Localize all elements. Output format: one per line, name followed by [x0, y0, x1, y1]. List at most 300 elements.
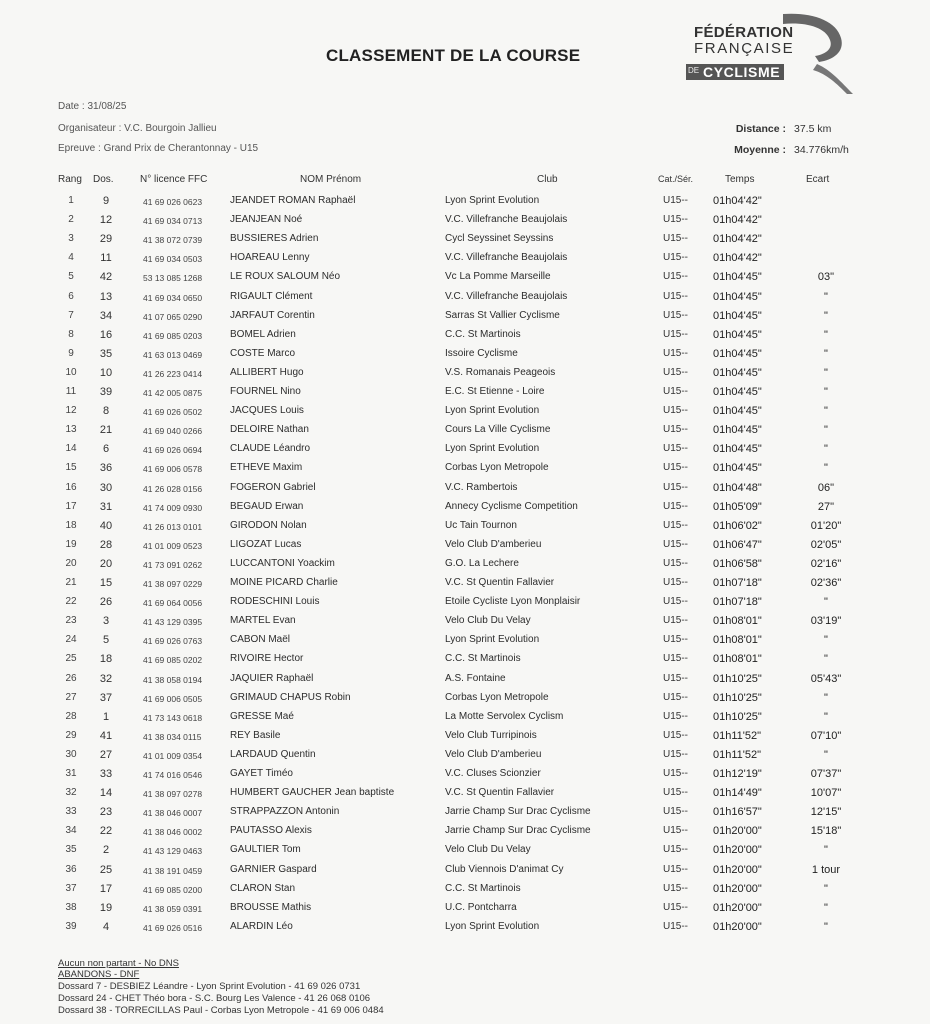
cell-ecart: " — [824, 366, 828, 379]
cell-ecart: " — [824, 443, 828, 456]
cell-rang: 8 — [68, 328, 74, 340]
cell-temps: 01h07'18" — [713, 596, 762, 609]
cell-licence: 41 26 013 0101 — [143, 521, 203, 532]
cell-nom: GARNIER Gaspard — [230, 863, 317, 875]
table-row — [0, 558, 930, 577]
cell-nom: LE ROUX SALOUM Néo — [230, 271, 341, 283]
table-row — [0, 271, 930, 290]
cell-club: Uc Tain Tournon — [445, 519, 517, 531]
dnf-entry: Dossard 38 - TORRECILLAS Paul - Corbas Lyon Metropole - 41 69 006 0484 — [58, 1005, 384, 1016]
cell-nom: ALARDIN Léo — [230, 920, 293, 932]
cell-club: Sarras St Vallier Cyclisme — [445, 309, 560, 321]
cell-ecart: " — [824, 405, 828, 418]
cell-dos: 9 — [102, 195, 110, 207]
table-row — [0, 825, 930, 844]
cell-dos: 30 — [99, 481, 113, 494]
cell-temps: 01h06'47" — [713, 538, 762, 551]
cell-ecart: 06" — [817, 481, 835, 494]
cell-temps: 01h20'00" — [713, 825, 762, 838]
cell-dos: 8 — [102, 405, 110, 418]
cell-licence: 53 13 085 1268 — [143, 273, 203, 284]
cell-nom: MARTEL Evan — [230, 615, 296, 627]
cell-nom: COSTE Marco — [230, 347, 296, 359]
cell-ecart: " — [824, 901, 828, 914]
cell-club: Lyon Sprint Evolution — [445, 634, 540, 646]
cell-licence: 41 69 064 0056 — [143, 598, 203, 609]
table-row — [0, 615, 930, 634]
cell-club: Lyon Sprint Evolution — [445, 195, 540, 206]
table-row — [0, 921, 930, 940]
cell-nom: JEANDET ROMAN Raphaël — [230, 195, 356, 206]
cell-rang: 36 — [65, 863, 77, 875]
cell-nom: BUSSIERES Adrien — [230, 233, 319, 245]
cell-club: U.C. Pontcharra — [445, 901, 517, 913]
cell-cat: U15-- — [663, 634, 689, 646]
cell-cat: U15-- — [663, 366, 689, 378]
cell-ecart: " — [824, 882, 828, 895]
cell-rang: 6 — [68, 290, 74, 302]
cell-nom: GIRODON Nolan — [230, 519, 307, 531]
table-row — [0, 749, 930, 768]
table-row — [0, 520, 930, 539]
col-header-rang: Rang — [58, 174, 82, 185]
cell-club: V.C. Villefranche Beaujolais — [445, 290, 568, 302]
cell-nom: LIGOZAT Lucas — [230, 538, 302, 550]
cell-temps: 01h04'45" — [713, 347, 762, 360]
cell-ecart: 1 tour — [811, 863, 841, 876]
table-row — [0, 883, 930, 902]
cell-cat: U15-- — [663, 844, 689, 856]
cell-licence: 41 69 026 0694 — [143, 445, 203, 456]
cell-licence: 41 01 009 0523 — [143, 540, 203, 551]
table-row — [0, 902, 930, 921]
cell-ecart: 07'37" — [810, 768, 842, 780]
cell-rang: 9 — [68, 347, 74, 359]
logo-de: DE — [688, 66, 700, 75]
cell-ecart: " — [824, 347, 828, 360]
cell-cat: U15-- — [663, 252, 689, 264]
cell-temps: 01h04'45" — [713, 405, 762, 418]
cell-club: C.C. St Martinois — [445, 328, 521, 340]
cell-nom: FOGERON Gabriel — [230, 481, 316, 493]
cell-dos: 29 — [99, 233, 113, 246]
cell-licence: 41 73 143 0618 — [143, 712, 203, 723]
cell-club: C.C. St Martinois — [445, 882, 521, 894]
cell-nom: FOURNEL Nino — [230, 386, 301, 397]
cell-cat: U15-- — [663, 481, 689, 493]
cell-dos: 26 — [99, 596, 113, 609]
cell-dos: 36 — [99, 462, 113, 475]
distance-value: 37.5 km — [794, 123, 832, 135]
cell-dos: 23 — [99, 806, 113, 819]
cell-temps: 01h16'57" — [713, 806, 762, 819]
cell-nom: LARDAUD Quentin — [230, 748, 316, 760]
cell-club: V.C. Villefranche Beaujolais — [445, 214, 568, 226]
cell-nom: REY Basile — [230, 729, 281, 741]
cell-nom: MOINE PICARD Charlie — [230, 577, 338, 588]
cell-dos: 16 — [99, 328, 113, 341]
cell-rang: 23 — [65, 615, 77, 627]
cell-temps: 01h08'01" — [713, 615, 762, 628]
cell-temps: 01h20'00" — [713, 863, 762, 876]
cell-rang: 21 — [65, 577, 77, 588]
cell-ecart: " — [824, 386, 828, 398]
cell-dos: 39 — [99, 386, 113, 398]
table-row — [0, 252, 930, 271]
cell-dos: 19 — [99, 901, 113, 914]
cell-licence: 41 38 097 0229 — [143, 579, 203, 589]
table-row — [0, 195, 930, 214]
cell-licence: 41 69 085 0203 — [143, 330, 203, 341]
cell-dos: 31 — [99, 500, 113, 513]
cell-cat: U15-- — [663, 653, 689, 665]
cell-club: Cours La Ville Cyclisme — [445, 424, 551, 436]
cell-rang: 12 — [65, 405, 77, 417]
cell-rang: 29 — [65, 729, 77, 741]
table-row — [0, 348, 930, 367]
cell-licence: 41 73 091 0262 — [143, 559, 203, 570]
cell-ecart: 07'10" — [810, 729, 842, 742]
cell-temps: 01h06'58" — [713, 557, 762, 570]
cell-dos: 10 — [99, 366, 113, 379]
cell-rang: 14 — [65, 443, 77, 455]
cell-club: Lyon Sprint Evolution — [445, 920, 540, 932]
cell-ecart: 03" — [817, 271, 835, 284]
cell-cat: U15-- — [663, 748, 689, 760]
col-header-temps: Temps — [725, 174, 755, 185]
cell-temps: 01h10'25" — [713, 710, 762, 723]
cell-licence: 41 38 034 0115 — [143, 731, 202, 742]
cell-licence: 41 63 013 0469 — [143, 349, 203, 360]
cell-temps: 01h12'19" — [713, 768, 762, 780]
cell-temps: 01h14'49" — [713, 787, 762, 800]
cell-rang: 37 — [65, 882, 77, 894]
cell-temps: 01h20'00" — [713, 901, 762, 914]
cell-nom: JACQUES Louis — [230, 405, 304, 417]
logo-line2: FRANÇAISE — [694, 40, 795, 57]
cell-rang: 38 — [65, 901, 77, 913]
table-row — [0, 673, 930, 692]
cell-nom: BOMEL Adrien — [230, 328, 296, 340]
table-row — [0, 310, 930, 329]
cell-rang: 18 — [65, 519, 77, 531]
table-row — [0, 424, 930, 443]
cell-club: Annecy Cyclisme Competition — [445, 500, 578, 512]
cell-dos: 12 — [99, 214, 113, 227]
cell-temps: 01h20'00" — [713, 920, 762, 933]
cell-rang: 11 — [65, 386, 77, 397]
cell-temps: 01h10'25" — [713, 672, 762, 685]
cell-licence: 41 69 026 0623 — [143, 197, 203, 207]
col-header-licence: N° licence FFC — [140, 174, 208, 185]
cell-cat: U15-- — [663, 901, 689, 913]
col-header-club: Club — [537, 174, 558, 185]
cell-ecart: " — [824, 653, 828, 666]
table-row — [0, 711, 930, 730]
cell-licence: 41 43 129 0463 — [143, 846, 203, 857]
cell-rang: 15 — [65, 462, 77, 474]
table-row — [0, 634, 930, 653]
average-speed-label: Moyenne : — [734, 144, 786, 156]
cell-rang: 20 — [65, 557, 77, 569]
cell-nom: ALLIBERT Hugo — [230, 366, 304, 378]
table-row — [0, 787, 930, 806]
cell-licence: 41 43 129 0395 — [143, 617, 203, 628]
cell-licence: 41 69 034 0503 — [143, 254, 203, 265]
cell-ecart: " — [824, 691, 828, 704]
cell-licence: 41 69 040 0266 — [143, 426, 203, 437]
cell-temps: 01h04'45" — [713, 290, 762, 303]
cell-licence: 41 07 065 0290 — [143, 311, 203, 322]
cell-cat: U15-- — [663, 882, 689, 894]
cell-nom: JARFAUT Corentin — [230, 309, 315, 321]
cell-temps: 01h04'48" — [713, 481, 762, 494]
race-organiser: Organisateur : V.C. Bourgoin Jallieu — [58, 123, 217, 134]
cell-club: Jarrie Champ Sur Drac Cyclisme — [445, 825, 591, 837]
cell-rang: 7 — [68, 309, 74, 321]
cell-rang: 1 — [68, 195, 74, 206]
cell-licence: 41 69 026 0502 — [143, 407, 203, 418]
cell-rang: 13 — [65, 424, 77, 436]
cell-dos: 17 — [99, 882, 113, 895]
cell-licence: 41 38 072 0739 — [143, 235, 203, 246]
cell-rang: 33 — [65, 806, 77, 818]
cell-club: Lyon Sprint Evolution — [445, 443, 540, 455]
cell-ecart: " — [824, 328, 828, 341]
dnf-entry: Dossard 7 - DESBIEZ Léandre - Lyon Sprint Evolution - 41 69 026 0731 — [58, 981, 361, 992]
distance-label: Distance : — [735, 123, 786, 135]
cell-nom: HOAREAU Lenny — [230, 252, 310, 264]
cell-club: C.C. St Martinois — [445, 653, 521, 665]
cell-rang: 39 — [65, 920, 77, 932]
cell-cat: U15-- — [663, 462, 689, 474]
cell-temps: 01h04'42" — [713, 195, 762, 207]
cell-ecart: " — [824, 462, 828, 475]
cell-club: Jarrie Champ Sur Drac Cyclisme — [445, 806, 591, 818]
cell-nom: CLAUDE Léandro — [230, 443, 311, 455]
table-row — [0, 844, 930, 863]
cell-temps: 01h06'02" — [713, 519, 762, 532]
cell-ecart: " — [824, 309, 828, 322]
cell-dos: 41 — [99, 729, 113, 742]
cell-club: Velo Club D'amberieu — [445, 538, 542, 550]
cell-nom: BROUSSE Mathis — [230, 901, 312, 913]
table-row — [0, 577, 930, 596]
cell-club: V.C. St Quentin Fallavier — [445, 787, 555, 799]
cell-cat: U15-- — [663, 328, 689, 340]
cell-rang: 2 — [68, 214, 74, 226]
table-row — [0, 730, 930, 749]
page-title: CLASSEMENT DE LA COURSE — [326, 46, 581, 65]
cell-dos: 33 — [99, 768, 113, 780]
table-row — [0, 653, 930, 672]
cell-ecart: 02'36" — [810, 577, 842, 589]
cell-nom: CABON Maël — [230, 634, 291, 646]
cell-rang: 28 — [65, 710, 77, 722]
cell-cat: U15-- — [663, 691, 689, 703]
cell-cat: U15-- — [663, 424, 689, 436]
cell-ecart: 10'07" — [810, 787, 842, 800]
cell-rang: 19 — [65, 538, 77, 550]
cell-cat: U15-- — [663, 195, 689, 206]
cell-dos: 11 — [100, 252, 112, 265]
race-date: Date : 31/08/25 — [58, 101, 127, 112]
cell-club: Velo Club Turripinois — [445, 729, 537, 741]
cell-temps: 01h04'45" — [713, 424, 762, 437]
table-row — [0, 864, 930, 883]
cell-licence: 41 69 085 0202 — [143, 655, 203, 666]
cell-club: Velo Club D'amberieu — [445, 748, 542, 760]
cell-cat: U15-- — [663, 309, 689, 321]
cell-temps: 01h04'45" — [713, 386, 762, 398]
cell-ecart: " — [824, 844, 828, 857]
cell-rang: 27 — [65, 691, 77, 703]
cell-club: Etoile Cycliste Lyon Monplaisir — [445, 596, 581, 608]
cell-cat: U15-- — [663, 596, 689, 608]
cell-ecart: " — [824, 920, 828, 933]
cell-cat: U15-- — [663, 920, 689, 932]
cell-nom: DELOIRE Nathan — [230, 424, 309, 436]
cell-rang: 4 — [68, 252, 74, 264]
cell-dos: 22 — [99, 825, 113, 838]
cell-temps: 01h04'42" — [713, 214, 762, 227]
cell-club: Vc La Pomme Marseille — [445, 271, 551, 283]
cell-ecart: " — [824, 290, 828, 303]
cell-ecart: 27" — [817, 500, 835, 513]
cell-club: V.S. Romanais Peageois — [445, 366, 556, 378]
cell-licence: 41 42 005 0875 — [143, 388, 203, 398]
col-header-nom: NOM Prénom — [300, 174, 362, 185]
cell-nom: RIGAULT Clément — [230, 290, 313, 302]
cell-temps: 01h04'45" — [713, 443, 762, 456]
cell-cat: U15-- — [663, 214, 689, 226]
table-row — [0, 596, 930, 615]
cell-rang: 26 — [65, 672, 77, 684]
cell-cat: U15-- — [663, 577, 689, 588]
cell-cat: U15-- — [663, 615, 689, 627]
cell-dos: 2 — [102, 844, 110, 857]
cell-nom: LUCCANTONI Yoackim — [230, 557, 335, 569]
table-row — [0, 443, 930, 462]
cell-club: Velo Club Du Velay — [445, 615, 531, 627]
cell-licence: 41 69 006 0505 — [143, 693, 203, 704]
cell-dos: 6 — [102, 443, 110, 456]
cell-cat: U15-- — [663, 710, 689, 722]
cell-nom: GAYET Timéo — [230, 768, 293, 779]
cell-dos: 18 — [99, 653, 113, 666]
col-header-dos: Dos. — [93, 174, 114, 185]
cell-club: V.C. Rambertois — [445, 481, 518, 493]
cell-ecart: 01'20" — [810, 519, 842, 532]
dns-note: Aucun non partant - No DNS — [58, 958, 179, 969]
cell-club: Corbas Lyon Metropole — [445, 462, 549, 474]
cell-temps: 01h10'25" — [713, 691, 762, 704]
cell-licence: 41 01 009 0354 — [143, 750, 203, 761]
cell-temps: 01h04'45" — [713, 328, 762, 341]
cell-cat: U15-- — [663, 290, 689, 302]
cell-club: V.C. St Quentin Fallavier — [445, 577, 555, 588]
cell-dos: 34 — [99, 309, 113, 322]
cell-club: Lyon Sprint Evolution — [445, 405, 540, 417]
cell-nom: GAULTIER Tom — [230, 844, 301, 856]
cell-ecart: 03'19" — [810, 615, 842, 628]
cell-rang: 3 — [68, 233, 74, 245]
cell-temps: 01h11'52" — [713, 729, 762, 742]
cell-dos: 42 — [99, 271, 113, 284]
cell-licence: 41 69 034 0713 — [143, 216, 203, 227]
cell-dos: 3 — [102, 615, 110, 628]
cell-nom: GRIMAUD CHAPUS Robin — [230, 691, 351, 703]
cell-ecart: 02'16" — [810, 557, 842, 570]
cell-dos: 37 — [99, 691, 113, 704]
cell-temps: 01h04'45" — [713, 271, 762, 284]
cell-temps: 01h04'42" — [713, 252, 762, 265]
cell-cat: U15-- — [663, 787, 689, 799]
cell-rang: 17 — [65, 500, 77, 512]
cell-licence: 41 38 059 0391 — [143, 903, 203, 914]
cell-licence: 41 74 016 0546 — [143, 770, 203, 780]
cell-rang: 10 — [65, 366, 77, 378]
table-row — [0, 462, 930, 481]
cell-temps: 01h04'42" — [713, 233, 762, 246]
table-row — [0, 329, 930, 348]
cell-dos: 14 — [99, 787, 113, 800]
cell-cat: U15-- — [663, 405, 689, 417]
cell-rang: 32 — [65, 787, 77, 799]
cell-licence: 41 38 058 0194 — [143, 674, 203, 685]
cell-rang: 16 — [65, 481, 77, 493]
cell-dos: 5 — [102, 634, 110, 647]
table-row — [0, 233, 930, 252]
cell-licence: 41 38 046 0002 — [143, 827, 203, 838]
cell-temps: 01h07'18" — [713, 577, 762, 589]
cell-cat: U15-- — [663, 500, 689, 512]
dnf-heading: ABANDONS - DNF — [58, 969, 140, 980]
cell-temps: 01h08'01" — [713, 653, 762, 666]
cell-dos: 21 — [99, 424, 113, 437]
cell-licence: 41 26 223 0414 — [143, 368, 203, 379]
cell-ecart: 12'15" — [810, 806, 842, 819]
cell-dos: 1 — [102, 710, 110, 723]
cell-nom: RIVOIRE Hector — [230, 653, 304, 665]
cell-nom: RODESCHINI Louis — [230, 596, 320, 608]
col-header-cat: Cat./Sér. — [658, 174, 694, 184]
table-row — [0, 386, 930, 405]
cell-cat: U15-- — [663, 863, 689, 875]
dnf-entry: Dossard 24 - CHET Théo bora - S.C. Bourg Les Valence - 41 26 068 0106 — [58, 993, 371, 1004]
cell-cat: U15-- — [663, 271, 689, 283]
cell-cat: U15-- — [663, 538, 689, 550]
cell-cat: U15-- — [663, 233, 689, 245]
table-row — [0, 501, 930, 520]
cell-temps: 01h20'00" — [713, 844, 762, 857]
cell-licence: 41 69 006 0578 — [143, 464, 203, 475]
cell-ecart: 15'18" — [810, 825, 842, 838]
cell-club: Issoire Cyclisme — [445, 347, 518, 359]
cell-dos: 40 — [99, 519, 113, 532]
race-event: Epreuve : Grand Prix de Cherantonnay - U15 — [58, 143, 259, 154]
cell-temps: 01h04'45" — [713, 309, 762, 322]
cell-rang: 25 — [65, 653, 77, 665]
table-row — [0, 291, 930, 310]
cell-temps: 01h20'00" — [713, 882, 762, 895]
cell-nom: GRESSE Maé — [230, 710, 294, 722]
cell-licence: 41 38 191 0459 — [143, 865, 203, 876]
logo-line1: FÉDÉRATION — [694, 24, 794, 41]
cell-temps: 01h05'09" — [713, 500, 762, 513]
table-row — [0, 692, 930, 711]
cell-club: A.S. Fontaine — [445, 672, 506, 684]
